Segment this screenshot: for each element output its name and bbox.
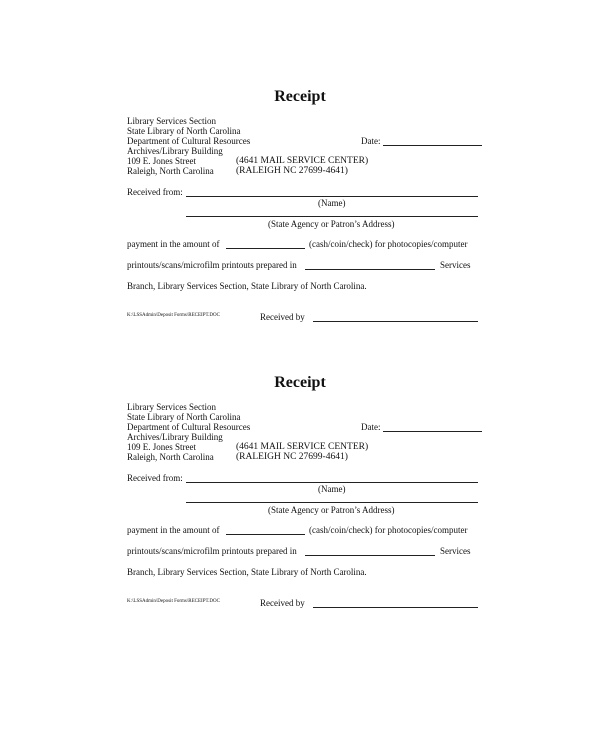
received-from-label: Received from: xyxy=(127,187,183,197)
address-line: State Library of North Carolina xyxy=(127,126,241,136)
mail-city: (RALEIGH NC 27699-4641) xyxy=(236,166,348,176)
address-line: 109 E. Jones Street xyxy=(127,156,196,166)
mail-service-center: (4641 MAIL SERVICE CENTER) xyxy=(236,156,369,166)
address-line: Library Services Section xyxy=(127,402,216,412)
branch-text: Branch, Library Services Section, State Library of North Carolina. xyxy=(127,567,367,577)
received-by-field[interactable] xyxy=(313,321,478,322)
services-label: Services xyxy=(440,546,471,556)
address-field[interactable] xyxy=(186,502,478,503)
date-label: Date: xyxy=(361,422,381,432)
branch-text: Branch, Library Services Section, State Library of North Carolina. xyxy=(127,281,367,291)
address-line: Department of Cultural Resources xyxy=(127,136,251,146)
receipt-title: Receipt xyxy=(274,88,326,105)
receipt-form-1 xyxy=(0,0,600,291)
payment-methods: (cash/coin/check) for photocopies/computer xyxy=(309,239,468,249)
receipt-title: Receipt xyxy=(274,374,326,391)
printouts-label: printouts/scans/microfilm printouts prepared in xyxy=(127,546,297,556)
services-label: Services xyxy=(440,260,471,270)
mail-city: (RALEIGH NC 27699-4641) xyxy=(236,452,348,462)
payment-label: payment in the amount of xyxy=(127,525,220,535)
printouts-label: printouts/scans/microfilm printouts prepared in xyxy=(127,260,297,270)
name-caption: (Name) xyxy=(318,198,346,208)
services-branch-field[interactable] xyxy=(305,269,435,270)
address-field[interactable] xyxy=(186,216,478,217)
address-line: Archives/Library Building xyxy=(127,432,223,442)
payment-label: payment in the amount of xyxy=(127,239,220,249)
amount-field[interactable] xyxy=(226,248,305,249)
address-line: Raleigh, North Carolina xyxy=(127,166,214,176)
mail-service-center: (4641 MAIL SERVICE CENTER) xyxy=(236,442,369,452)
received-by-field[interactable] xyxy=(313,607,478,608)
received-by-label: Received by xyxy=(260,598,305,608)
address-caption: (State Agency or Patron’s Address) xyxy=(268,505,395,515)
amount-field[interactable] xyxy=(226,534,305,535)
received-by-label: Received by xyxy=(260,312,305,322)
name-caption: (Name) xyxy=(318,484,346,494)
file-path: K:\LSSAdmin\Deposit Forms\RECEIPT.DOC xyxy=(127,599,220,604)
address-caption: (State Agency or Patron’s Address) xyxy=(268,219,395,229)
address-line: Library Services Section xyxy=(127,116,216,126)
address-line: Raleigh, North Carolina xyxy=(127,452,214,462)
services-branch-field[interactable] xyxy=(305,555,435,556)
name-field[interactable] xyxy=(186,196,478,197)
date-label: Date: xyxy=(361,136,381,146)
date-field[interactable] xyxy=(383,145,482,146)
address-line: 109 E. Jones Street xyxy=(127,442,196,452)
payment-methods: (cash/coin/check) for photocopies/computer xyxy=(309,525,468,535)
address-line: Archives/Library Building xyxy=(127,146,223,156)
address-line: Department of Cultural Resources xyxy=(127,422,251,432)
date-field[interactable] xyxy=(383,431,482,432)
received-from-label: Received from: xyxy=(127,473,183,483)
file-path: K:\LSSAdmin\Deposit Forms\RECEIPT.DOC xyxy=(127,313,220,318)
address-line: State Library of North Carolina xyxy=(127,412,241,422)
name-field[interactable] xyxy=(186,482,478,483)
